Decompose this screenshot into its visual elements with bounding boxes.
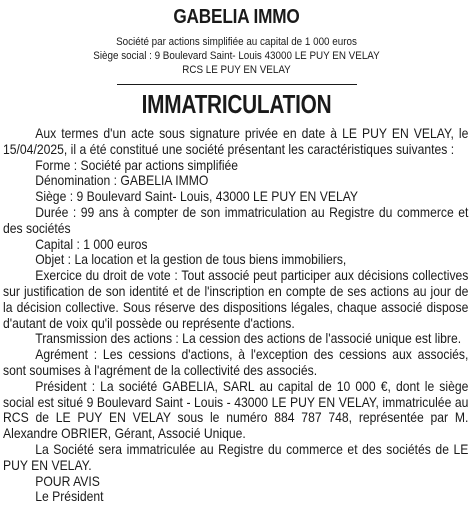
registered-office-line: Siège social : 9 Boulevard Saint- Louis 43000 LE PUY EN VELAY bbox=[93, 50, 380, 62]
denomination-line: Dénomination : GABELIA IMMO bbox=[35, 173, 209, 189]
president-paragraph: Président : La société GABELIA, SARL au capital de 10 000 €, dont le siège social est situé 9 Boulevard Saint - Louis - 43000 LE PUY EN VELAY, immatriculée au RCS de LE PUY EN VELAY sous le numéro 884 787 748, représentée par M. Alexandre OBRIER, Gérant, Associé Unique. bbox=[3, 378, 469, 442]
voting-rights-paragraph: Exercice du droit de vote : Tout associé peut participer aux décisions collectives sur justification de son identité et de l'inscription en compte de ses actions au jour de la décision collective. Sous réserve des dispositions légales, chaque associé dispose d'autant de voix qu'il possède ou représente d'actions. bbox=[3, 268, 469, 331]
form-line: Forme : Société par actions simplifiée bbox=[35, 157, 239, 173]
section-title: IMMATRICULATION bbox=[141, 89, 332, 119]
header-divider bbox=[117, 84, 357, 85]
approval-paragraph: Agrément : Les cessions d'actions, à l'exception des cessions aux associés, sont soumises à l'agrément de la collectivité des associés. bbox=[3, 347, 469, 378]
purpose-line: Objet : La location et la gestion de tous biens immobiliers, bbox=[35, 252, 347, 268]
rcs-line: RCS LE PUY EN VELAY bbox=[182, 64, 291, 76]
company-name: GABELIA IMMO bbox=[173, 6, 300, 28]
company-capital-line: Société par actions simplifiée au capital de 1 000 euros bbox=[116, 36, 357, 48]
capital-line: Capital : 1 000 euros bbox=[35, 236, 148, 252]
intro-paragraph: Aux termes d'un acte sous signature privée en date à LE PUY EN VELAY, le 15/04/2025, il a été constitué une société présentant les caractéristiques suivantes : bbox=[3, 126, 469, 157]
registration-paragraph: La Société sera immatriculée au Registre du commerce et des sociétés de LE PUY EN VELAY. bbox=[3, 441, 469, 473]
seat-line: Siège : 9 Boulevard Saint- Louis, 43000 LE PUY EN VELAY bbox=[35, 189, 359, 205]
duration-line: Durée : 99 ans à compter de son immatriculation au Registre du commerce et des sociétés bbox=[3, 204, 469, 236]
share-transfer-line: Transmission des actions : La cession des actions de l'associé unique est libre. bbox=[35, 331, 462, 347]
notice-body bbox=[3, 126, 468, 505]
closing-pour-avis: POUR AVIS bbox=[35, 473, 100, 489]
closing-signatory: Le Président bbox=[35, 489, 104, 505]
